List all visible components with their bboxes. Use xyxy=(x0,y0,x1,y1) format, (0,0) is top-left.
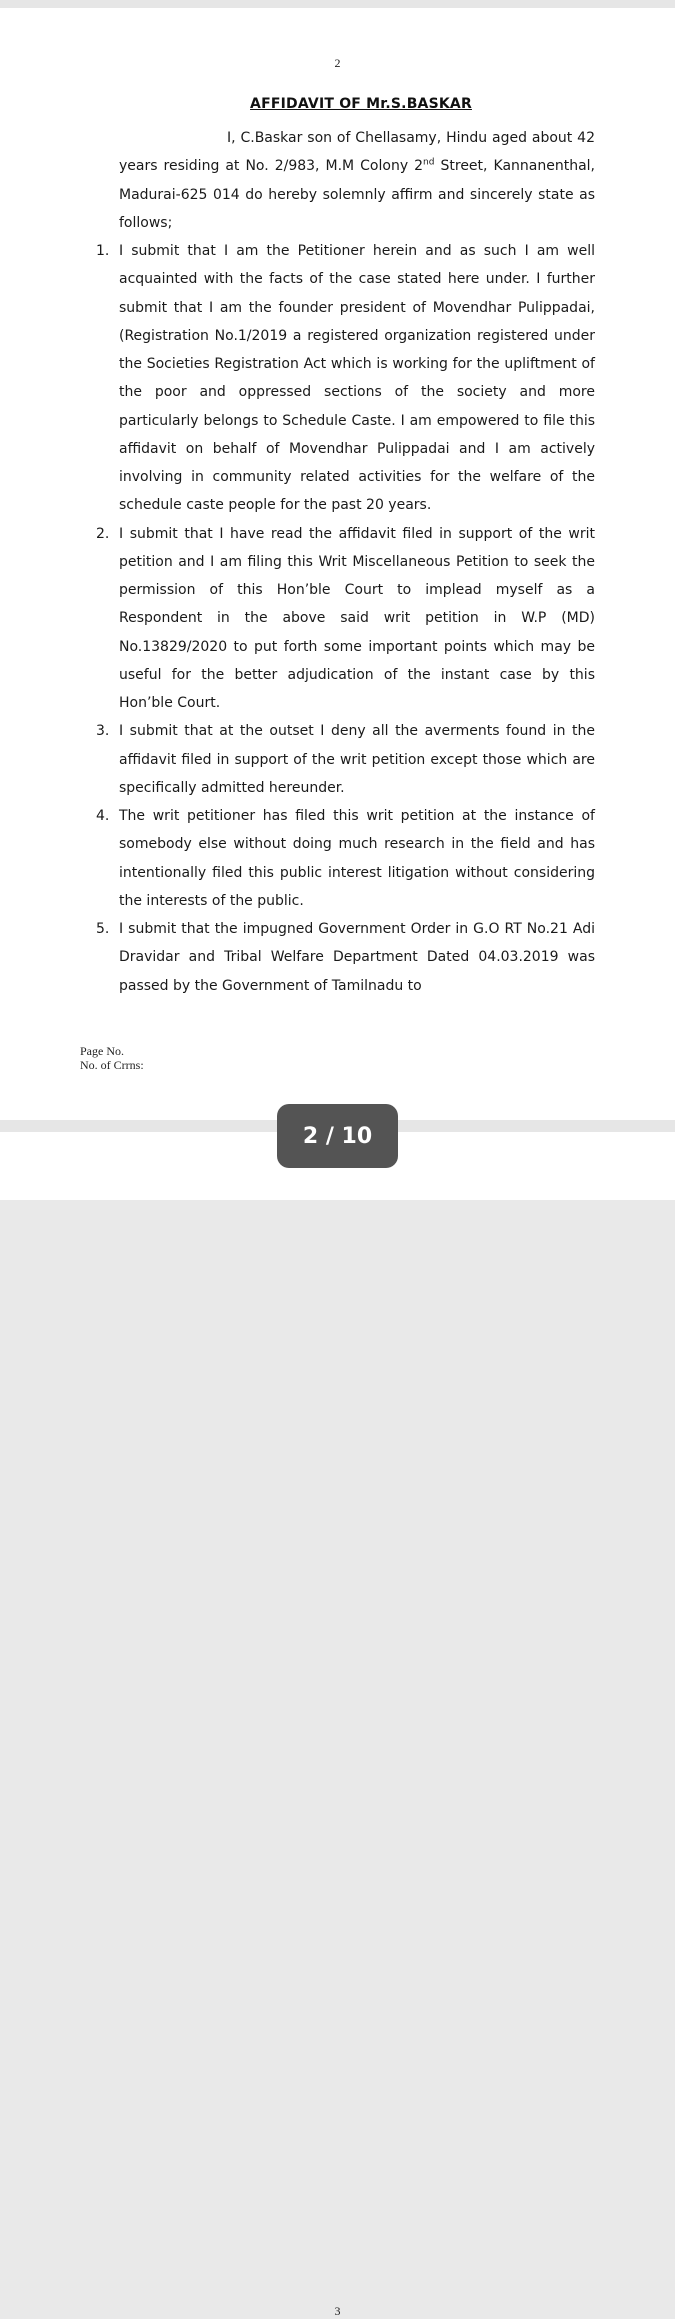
list-item-number: 5. xyxy=(96,921,110,937)
intro-text-end: Street, Kannanenthal, Madurai-625 014 do hereby solemnly affirm and sincerely state as follows; xyxy=(119,158,595,231)
list-item-number: 3. xyxy=(96,723,110,740)
document-body xyxy=(96,124,595,1000)
list-item-number: 2. xyxy=(96,525,110,542)
page-number-next: 3 xyxy=(334,2304,341,2318)
document-page[interactable] xyxy=(0,8,675,1120)
intro-paragraph xyxy=(119,124,595,237)
list-item xyxy=(96,915,595,1000)
list-item-number: 1. xyxy=(96,243,110,259)
page-footer xyxy=(80,1044,144,1072)
document-title: AFFIDAVIT OF Mr.S.BASKAR xyxy=(250,96,472,112)
list-item-text: I submit that I have read the affidavit filed in support of the writ petition and I am filing this Writ Miscellaneous Petition to seek the permission of this Hon’ble Court to implead myself as a Respondent in the above said writ petition in W.P (MD) No.13829/2020 to put forth some important points which may be useful for the better adjudication of the instant case by this Hon’ble Court. xyxy=(119,525,595,711)
footer-crrns: No. of Crrns: xyxy=(80,1058,144,1072)
viewer-background-top xyxy=(0,0,675,8)
list-item xyxy=(96,237,595,520)
intro-text-start: I, C.Baskar son of Chellasamy, Hindu aged about 42 years residing at No. 2/983, M.M Colony 2 xyxy=(119,130,595,175)
page-indicator[interactable]: 2 / 10 xyxy=(277,1104,398,1168)
intro-superscript: nd xyxy=(423,157,435,168)
list-item-number: 4. xyxy=(96,808,110,824)
list-item xyxy=(96,520,595,718)
footer-page-no: Page No. xyxy=(80,1044,124,1058)
list-item-text: I submit that at the outset I deny all the averments found in the affidavit filed in support of the writ petition except those which are specifically admitted hereunder. xyxy=(119,723,595,796)
list-item xyxy=(96,717,595,802)
numbered-list xyxy=(96,237,595,1000)
page-number-top: 2 xyxy=(334,56,341,70)
list-item-text: The writ petitioner has filed this writ petition at the instance of somebody else without doing much research in the field and has intentionally filed this public interest litigation without considering the interests of the public. xyxy=(119,808,595,909)
list-item-text: I submit that the impugned Government Order in G.O RT No.21 Adi Dravidar and Tribal Welfare Department Dated 04.03.2019 was passed by the Government of Tamilnadu to xyxy=(119,921,595,994)
list-item xyxy=(96,802,595,915)
list-item-text: I submit that I am the Petitioner herein and as such I am well acquainted with the facts of the case stated here under. I further submit that I am the founder president of Movendhar Pulippadai,(Registration No.1/2019 a registered organization registered under the Societies Registration Act which is working for the upliftment of the poor and oppressed sections of the society and more particularly belongs to Schedule Caste. I am empowered to file this affidavit on behalf of Movendhar Pulippadai and I am actively involving in community related activities for the welfare of the schedule caste people for the past 20 years. xyxy=(119,243,595,514)
